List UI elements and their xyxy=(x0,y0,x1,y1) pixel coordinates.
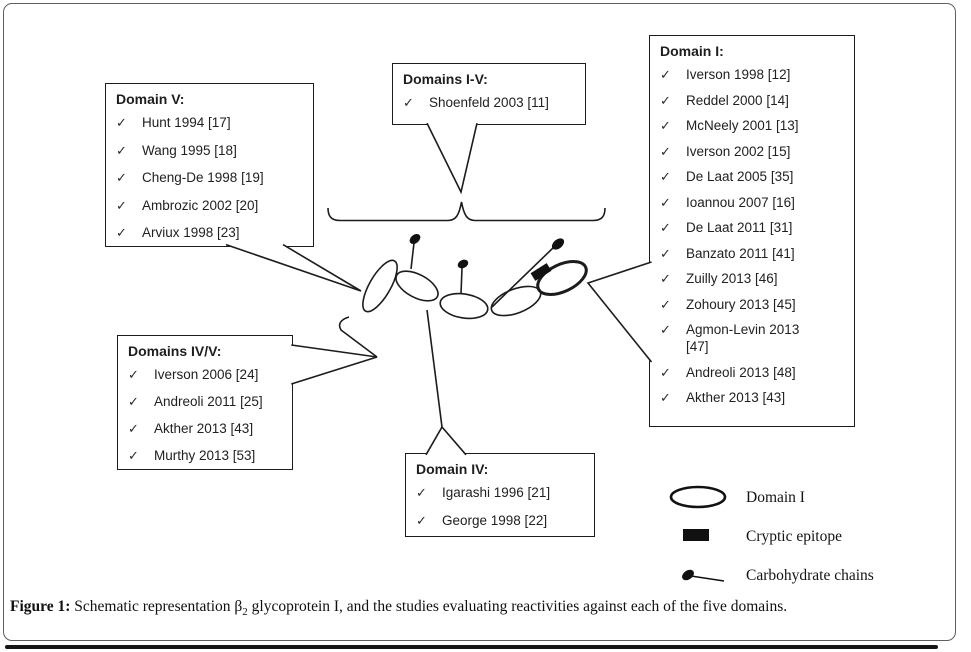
study-item: ✓ Cheng-De 1998 [19] xyxy=(116,170,264,185)
study-item: ✓ Arviux 1998 [23] xyxy=(116,225,240,240)
domain-iv-box xyxy=(405,453,595,537)
caption-text-2: glycoprotein I, and the studies evaluating reactivities against each of the five domains. xyxy=(247,598,788,615)
study-item: ✓ De Laat 2005 [35] xyxy=(660,169,794,184)
study-item: ✓ Akther 2013 [43] xyxy=(660,390,786,405)
domain-v-title: Domain V: xyxy=(116,91,185,107)
study-item: ✓ Shoenfeld 2003 [11] xyxy=(403,95,549,110)
domain-i-title: Domain I: xyxy=(660,43,724,59)
check-icon: ✓ xyxy=(660,245,671,261)
figure-caption xyxy=(10,597,958,622)
legend-label-carbohydrate-chains: Carbohydrate chains xyxy=(746,567,874,584)
study-item: ✓ Akther 2013 [43] xyxy=(128,421,254,436)
check-icon: ✓ xyxy=(660,92,671,108)
study-item: ✓ Andreoli 2013 [48] xyxy=(660,364,796,380)
domain-i-box xyxy=(649,35,855,427)
study-item: ✓ Iverson 1998 [12] xyxy=(660,67,791,82)
study-item: ✓ Ioannou 2007 [16] xyxy=(660,194,795,210)
caption-label: Figure 1: xyxy=(10,598,71,615)
study-item: ✓ George 1998 [22] xyxy=(416,513,548,528)
check-icon: ✓ xyxy=(416,513,427,528)
check-icon: ✓ xyxy=(660,364,671,380)
check-icon: ✓ xyxy=(128,394,139,409)
check-icon: ✓ xyxy=(116,225,127,240)
check-icon: ✓ xyxy=(660,169,671,184)
check-icon: ✓ xyxy=(660,194,671,210)
check-icon: ✓ xyxy=(116,197,127,213)
check-icon: ✓ xyxy=(660,390,671,405)
study-item: ✓ Zuilly 2013 [46] xyxy=(660,271,778,286)
check-icon: ✓ xyxy=(128,448,139,463)
study-item: ✓ Wang 1995 [18] xyxy=(116,142,237,158)
check-icon: ✓ xyxy=(660,220,671,235)
study-item: ✓ Iverson 2006 [24] xyxy=(128,367,259,382)
study-item: ✓ Igarashi 1996 [21] xyxy=(416,485,551,500)
caption-text-1: Schematic representation β xyxy=(70,598,243,615)
study-item: ✓ Agmon-Levin 2013 [47] xyxy=(660,322,800,354)
check-icon: ✓ xyxy=(128,367,139,382)
bottom-accent-bar xyxy=(5,645,938,649)
check-icon: ✓ xyxy=(660,67,671,82)
study-item: ✓ Ambrozic 2002 [20] xyxy=(116,197,259,213)
check-icon: ✓ xyxy=(116,170,127,185)
check-icon: ✓ xyxy=(116,142,127,158)
check-icon: ✓ xyxy=(660,296,671,312)
domain-v-box xyxy=(105,83,314,247)
study-item: ✓ Andreoli 2011 [25] xyxy=(128,394,263,409)
check-icon: ✓ xyxy=(660,271,671,286)
study-item: ✓ Iverson 2002 [15] xyxy=(660,143,791,159)
check-icon: ✓ xyxy=(403,95,414,110)
check-icon: ✓ xyxy=(128,421,139,436)
domain-iv-title: Domain IV: xyxy=(416,461,489,477)
study-item: ✓ Banzato 2011 [41] xyxy=(660,245,795,261)
domains-iv-v-title: Domains IV/V: xyxy=(128,343,222,359)
check-icon: ✓ xyxy=(660,143,671,159)
study-item: ✓ Reddel 2000 [14] xyxy=(660,92,789,108)
study-item: ✓ De Laat 2011 [31] xyxy=(660,220,793,235)
study-item: ✓ Murthy 2013 [53] xyxy=(128,448,256,463)
domains-iv-v-box xyxy=(117,335,293,470)
check-icon: ✓ xyxy=(660,118,671,133)
study-item: ✓ Hunt 1994 [17] xyxy=(116,115,231,130)
domains-i-v-box xyxy=(392,63,586,125)
domains-i-v-title: Domains I-V: xyxy=(403,71,488,87)
study-item: ✓ Zohoury 2013 [45] xyxy=(660,296,796,312)
legend-label-domain-i: Domain I xyxy=(746,489,805,506)
caption-subscript: 2 xyxy=(242,606,248,619)
check-icon: ✓ xyxy=(416,485,427,500)
check-icon: ✓ xyxy=(660,322,671,337)
check-icon: ✓ xyxy=(116,115,127,130)
legend-label-cryptic-epitope: Cryptic epitope xyxy=(746,528,842,545)
study-item: ✓ McNeely 2001 [13] xyxy=(660,118,799,133)
